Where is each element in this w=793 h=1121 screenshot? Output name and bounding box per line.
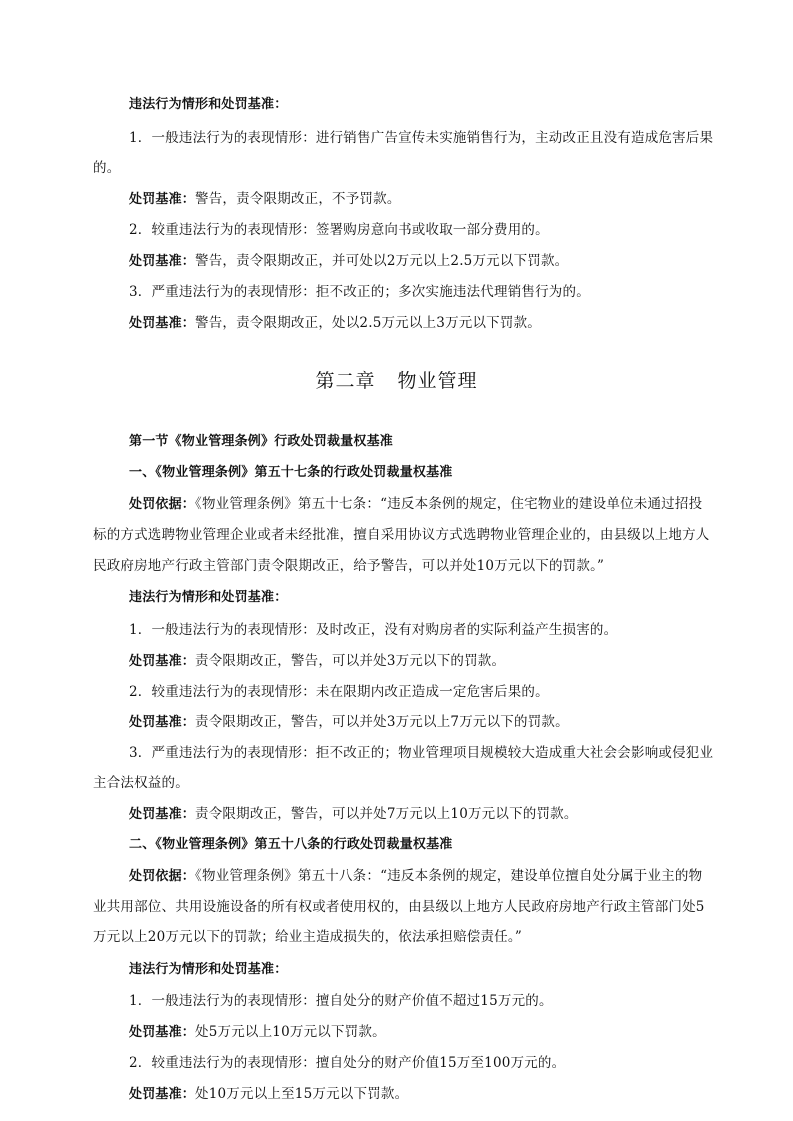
case-item-2: 2．较重违法行为的表现情形：擅自处分的财产价值15万至100万元的。 bbox=[129, 1055, 566, 1071]
basis-text: 《物业管理条例》第五十七条：“违反本条例的规定，住宅物业的建设单位未通过招投 bbox=[195, 496, 703, 512]
case-item-1: 1．一般违法行为的表现情形：及时改正，没有对购房者的实际利益产生损害的。 bbox=[129, 622, 618, 638]
case-item-2: 2．较重违法行为的表现情形：签署购房意向书或收取一部分费用的。 bbox=[129, 222, 549, 238]
penalty-line-2 bbox=[129, 1085, 703, 1104]
case-item-3-cont: 主合法权益的。 bbox=[93, 775, 189, 791]
case-item-1-cont: 的。 bbox=[93, 160, 121, 176]
article-58-basis-cont-2: 万元以上20万元以下的罚款；给业主造成损失的，依法承担赔偿责任。” bbox=[93, 929, 522, 945]
penalty-line-3 bbox=[129, 314, 703, 333]
penalty-line-1 bbox=[129, 190, 703, 209]
section-title: 第一节《物业管理条例》行政处罚裁量权基准 bbox=[129, 434, 394, 449]
case-item-3: 3．严重违法行为的表现情形：拒不改正的；物业管理项目规模较大造成重大社会会影响或侵犯业 bbox=[129, 745, 714, 761]
penalty-label: 处罚基准： bbox=[129, 1087, 196, 1102]
article-57-basis-cont-1: 标的方式选聘物业管理企业或者未经批准，擅自采用协议方式选聘物业管理企业的，由县级以上地方人 bbox=[93, 527, 710, 543]
penalty-line-2 bbox=[129, 713, 703, 732]
article-57-basis-cont-2: 民政府房地产行政主管部门责令限期改正，给予警告，可以并处10万元以下的罚款。” bbox=[93, 558, 605, 574]
penalty-label: 处罚基准： bbox=[129, 1025, 196, 1040]
penalty-label: 处罚基准： bbox=[129, 316, 196, 331]
case-item-1: 1．一般违法行为的表现情形：进行销售广告宣传未实施销售行为，主动改正且没有造成危害后果 bbox=[129, 130, 714, 146]
case-item-3: 3．严重违法行为的表现情形：拒不改正的；多次实施违法代理销售行为的。 bbox=[129, 284, 590, 300]
article-57-title: 一、《物业管理条例》第五十七条的行政处罚裁量权基准 bbox=[129, 465, 453, 480]
article-57-basis bbox=[129, 495, 703, 514]
case-item-2: 2．较重违法行为的表现情形：未在限期内改正造成一定危害后果的。 bbox=[129, 684, 549, 700]
penalty-heading: 违法行为情形和处罚基准： bbox=[129, 962, 288, 977]
chapter-title: 物业管理 bbox=[397, 370, 478, 392]
penalty-line-1 bbox=[129, 652, 703, 671]
penalty-label: 处罚基准： bbox=[129, 192, 196, 207]
article-58-basis-cont-1: 业共用部位、共用设施设备的所有权或者使用权的，由县级以上地方人民政府房地产行政主管部门处5 bbox=[93, 899, 705, 915]
penalty-heading: 违法行为情形和处罚基准： bbox=[129, 97, 288, 112]
penalty-text: 责令限期改正，警告，可以并处3万元以下的罚款。 bbox=[195, 653, 506, 669]
penalty-line-3 bbox=[129, 805, 703, 824]
penalty-text: 警告，责令限期改正，处以2.5万元以上3万元以下罚款。 bbox=[195, 315, 541, 331]
chapter-heading bbox=[0, 370, 793, 392]
penalty-line-1 bbox=[129, 1023, 703, 1042]
article-58-basis bbox=[129, 867, 703, 886]
penalty-label: 处罚基准： bbox=[129, 654, 196, 669]
penalty-text: 处5万元以上10万元以下罚款。 bbox=[195, 1024, 386, 1040]
basis-text: 《物业管理条例》第五十八条：“违反本条例的规定，建设单位擅自处分属于业主的物 bbox=[195, 868, 703, 884]
penalty-text: 处10万元以上至15万元以下罚款。 bbox=[195, 1086, 409, 1102]
penalty-label: 处罚基准： bbox=[129, 254, 196, 269]
penalty-label: 处罚基准： bbox=[129, 807, 196, 822]
case-item-1: 1．一般违法行为的表现情形：擅自处分的财产价值不超过15万元的。 bbox=[129, 993, 553, 1009]
penalty-line-2 bbox=[129, 252, 703, 271]
penalty-text: 责令限期改正，警告，可以并处3万元以上7万元以下的罚款。 bbox=[195, 714, 569, 730]
penalty-label: 处罚基准： bbox=[129, 715, 196, 730]
basis-label: 处罚依据： bbox=[129, 497, 196, 512]
article-58-title: 二、《物业管理条例》第五十八条的行政处罚裁量权基准 bbox=[129, 837, 453, 852]
chapter-number: 第二章 bbox=[315, 370, 376, 392]
basis-label: 处罚依据： bbox=[129, 869, 196, 884]
penalty-text: 警告，责令限期改正，并可处以2万元以上2.5万元以下罚款。 bbox=[195, 253, 569, 269]
penalty-text: 责令限期改正，警告，可以并处7万元以上10万元以下的罚款。 bbox=[195, 806, 578, 822]
penalty-text: 警告，责令限期改正，不予罚款。 bbox=[195, 191, 401, 207]
penalty-heading: 违法行为情形和处罚基准： bbox=[129, 590, 288, 605]
